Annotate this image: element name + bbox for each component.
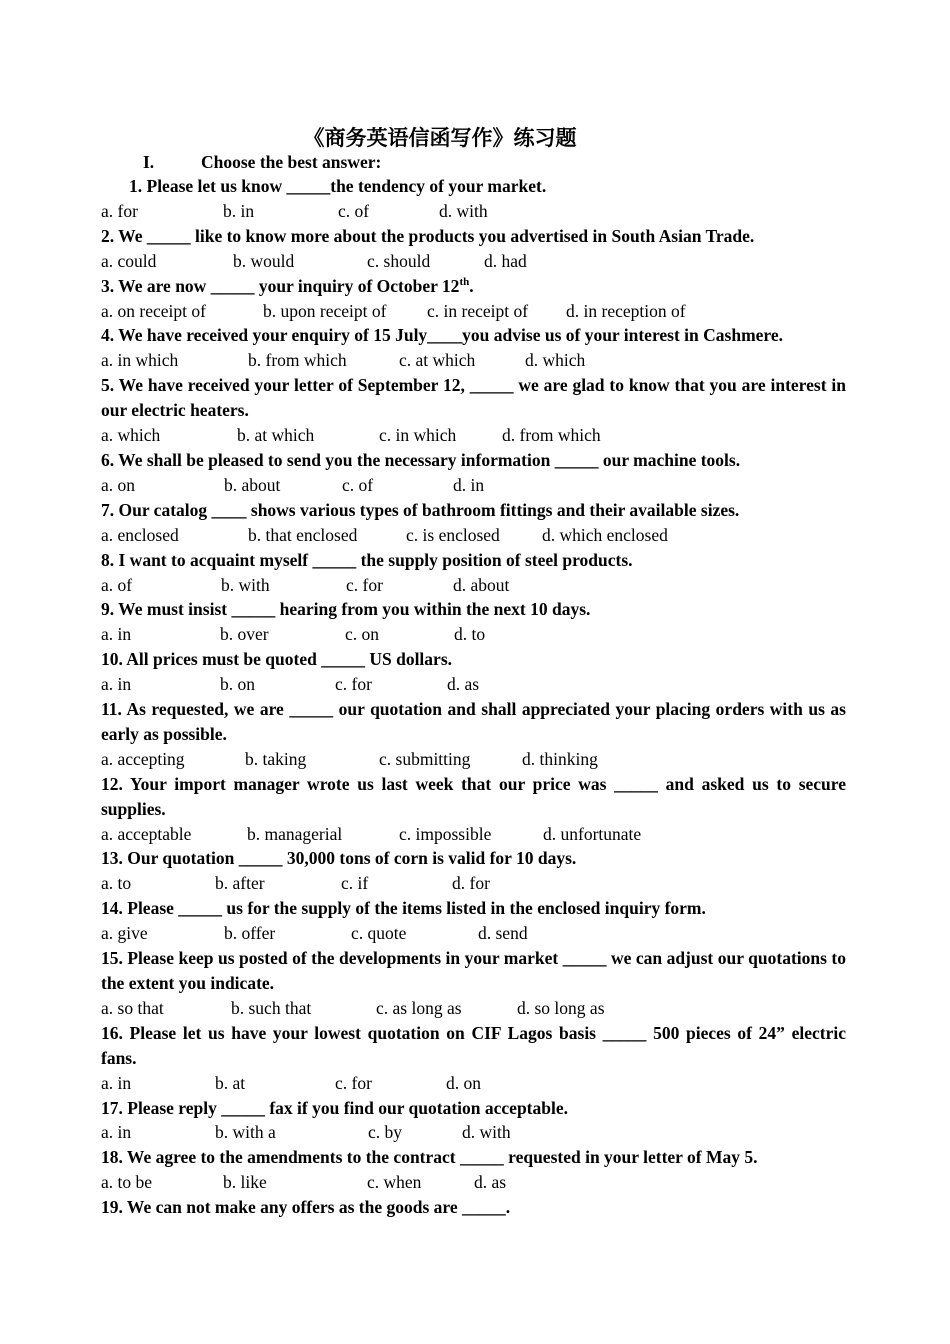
question-3-end: . <box>469 275 474 296</box>
options-18 <box>101 1170 846 1195</box>
question-3 <box>101 274 846 299</box>
option-d: d. for <box>452 873 490 894</box>
option-b: b. like <box>223 1172 267 1193</box>
option-c: c. on <box>345 624 380 645</box>
option-d: d. which <box>525 350 586 371</box>
option-c: c. as long as <box>376 997 462 1018</box>
options-2 <box>101 249 846 274</box>
options-17 <box>101 1120 846 1145</box>
options-3 <box>101 299 846 324</box>
option-b: b. with a <box>215 1122 276 1143</box>
option-a: a. in <box>101 1072 132 1093</box>
option-d: d. unfortunate <box>543 823 642 844</box>
option-c: c. impossible <box>399 823 492 844</box>
question-10: 10. All prices must be quoted _____ US dollars. <box>101 649 452 670</box>
option-b: b. upon receipt of <box>263 300 387 321</box>
option-b: b. on <box>220 674 255 695</box>
option-b: b. would <box>233 250 295 271</box>
option-b: b. at <box>215 1072 246 1093</box>
option-d: d. thinking <box>522 748 598 769</box>
options-11 <box>101 747 846 772</box>
question-15: 15. Please keep us posted of the developments in your market _____ we can adjust our quotations to the extent you indicate. <box>101 948 846 993</box>
question-17: 17. Please reply _____ fax if you find our quotation acceptable. <box>101 1097 568 1118</box>
option-a: a. enclosed <box>101 524 179 545</box>
option-b: b. after <box>215 873 265 894</box>
question-7: 7. Our catalog ____ shows various types of bathroom fittings and their available sizes. <box>101 499 740 520</box>
option-c: c. should <box>367 250 431 271</box>
option-c: c. by <box>368 1122 403 1143</box>
question-5: 5. We have received your letter of September 12, _____ we are glad to know that you are interest in our electric heaters. <box>101 375 846 421</box>
options-10 <box>101 672 846 697</box>
options-15 <box>101 996 846 1021</box>
question-list <box>101 174 846 1220</box>
option-c: c. for <box>346 574 383 595</box>
options-13 <box>101 871 846 896</box>
option-a: a. to <box>101 873 132 894</box>
option-c: c. of <box>342 474 374 495</box>
option-c: c. quote <box>351 923 407 944</box>
option-b: b. that enclosed <box>248 524 358 545</box>
option-a: a. of <box>101 574 133 595</box>
question-18: 18. We agree to the amendments to the contract _____ requested in your letter of May 5. <box>101 1147 758 1168</box>
options-16 <box>101 1071 846 1096</box>
option-a: a. could <box>101 250 157 271</box>
option-c: c. at which <box>399 350 476 371</box>
question-13: 13. Our quotation _____ 30,000 tons of corn is valid for 10 days. <box>101 848 577 869</box>
option-d: d. so long as <box>517 997 605 1018</box>
options-8 <box>101 573 846 598</box>
option-d: d. about <box>453 574 510 595</box>
option-a: a. in <box>101 624 132 645</box>
option-a: a. give <box>101 923 148 944</box>
option-b: b. offer <box>224 923 276 944</box>
option-c: c. is enclosed <box>406 524 500 545</box>
options-9 <box>101 622 846 647</box>
option-d: d. on <box>446 1072 481 1093</box>
option-b: b. such that <box>231 997 312 1018</box>
option-a: a. acceptable <box>101 823 192 844</box>
question-16: 16. Please let us have your lowest quotation on CIF Lagos basis _____ 500 pieces of 24” electric fans. <box>101 1022 846 1068</box>
option-c: c. for <box>335 1072 372 1093</box>
section-title: Choose the best answer: <box>201 152 382 172</box>
question-9: 9. We must insist _____ hearing from you within the next 10 days. <box>101 599 591 620</box>
section-number: I. <box>143 152 155 172</box>
options-12 <box>101 822 846 847</box>
option-a: a. so that <box>101 997 164 1018</box>
question-4: 4. We have received your enquiry of 15 July____you advise us of your interest in Cashmere. <box>101 325 784 346</box>
option-b: b. with <box>221 574 270 595</box>
option-a: a. to be <box>101 1172 153 1193</box>
option-a: a. in <box>101 1122 132 1143</box>
option-a: a. accepting <box>101 748 185 769</box>
option-a: a. for <box>101 200 138 221</box>
option-a: a. on receipt of <box>101 300 206 321</box>
question-1: 1. Please let us know _____the tendency of your market. <box>129 176 547 196</box>
option-c: c. if <box>341 873 369 894</box>
option-d: d. to <box>454 624 486 645</box>
option-b: b. taking <box>245 748 307 769</box>
option-d: d. with <box>462 1122 511 1143</box>
option-c: c. for <box>335 674 372 695</box>
options-5 <box>101 423 846 448</box>
option-b: b. over <box>220 624 269 645</box>
options-4 <box>101 348 846 373</box>
question-8: 8. I want to acquaint myself _____ the supply position of steel products. <box>101 549 633 570</box>
options-6 <box>101 473 846 498</box>
option-b: b. at which <box>237 425 315 446</box>
question-6: 6. We shall be pleased to send you the necessary information _____ our machine tools. <box>101 449 741 470</box>
option-d: d. in reception of <box>566 300 686 321</box>
option-a: a. on <box>101 474 136 495</box>
option-b: b. in <box>223 200 255 221</box>
option-d: d. as <box>474 1172 507 1193</box>
option-a: a. in <box>101 674 132 695</box>
section-heading <box>143 152 381 173</box>
options-1 <box>101 199 846 224</box>
option-d: d. send <box>478 923 528 944</box>
question-11: 11. As requested, we are _____ our quotation and shall appreciated your placing orders with us as early as possible. <box>101 699 846 744</box>
option-c: c. in receipt of <box>427 300 529 321</box>
question-14: 14. Please _____ us for the supply of the items listed in the enclosed inquiry form. <box>101 898 706 919</box>
option-a: a. which <box>101 425 161 446</box>
option-d: d. in <box>453 474 485 495</box>
option-c: c. in which <box>379 425 457 446</box>
option-a: a. in which <box>101 350 179 371</box>
option-d: d. from which <box>502 425 601 446</box>
option-c: c. submitting <box>379 748 471 769</box>
question-3-superscript: th <box>459 275 470 288</box>
question-3-text: 3. We are now _____ your inquiry of October 12 <box>101 275 460 296</box>
option-d: d. with <box>439 200 488 221</box>
options-14 <box>101 921 846 946</box>
question-2: 2. We _____ like to know more about the products you advertised in South Asian Trade. <box>101 225 755 246</box>
option-d: d. had <box>484 250 527 271</box>
option-d: d. as <box>447 674 480 695</box>
question-19: 19. We can not make any offers as the goods are _____. <box>101 1197 511 1218</box>
question-12: 12. Your import manager wrote us last week that our price was _____ and asked us to secure supplies. <box>101 773 846 819</box>
option-c: c. of <box>338 200 370 221</box>
option-b: b. about <box>224 474 281 495</box>
option-d: d. which enclosed <box>542 524 668 545</box>
option-b: b. managerial <box>247 823 343 844</box>
option-c: c. when <box>367 1172 422 1193</box>
page-title: 《商务英语信函写作》练习题 <box>303 126 577 150</box>
options-7 <box>101 523 846 548</box>
option-b: b. from which <box>248 350 347 371</box>
